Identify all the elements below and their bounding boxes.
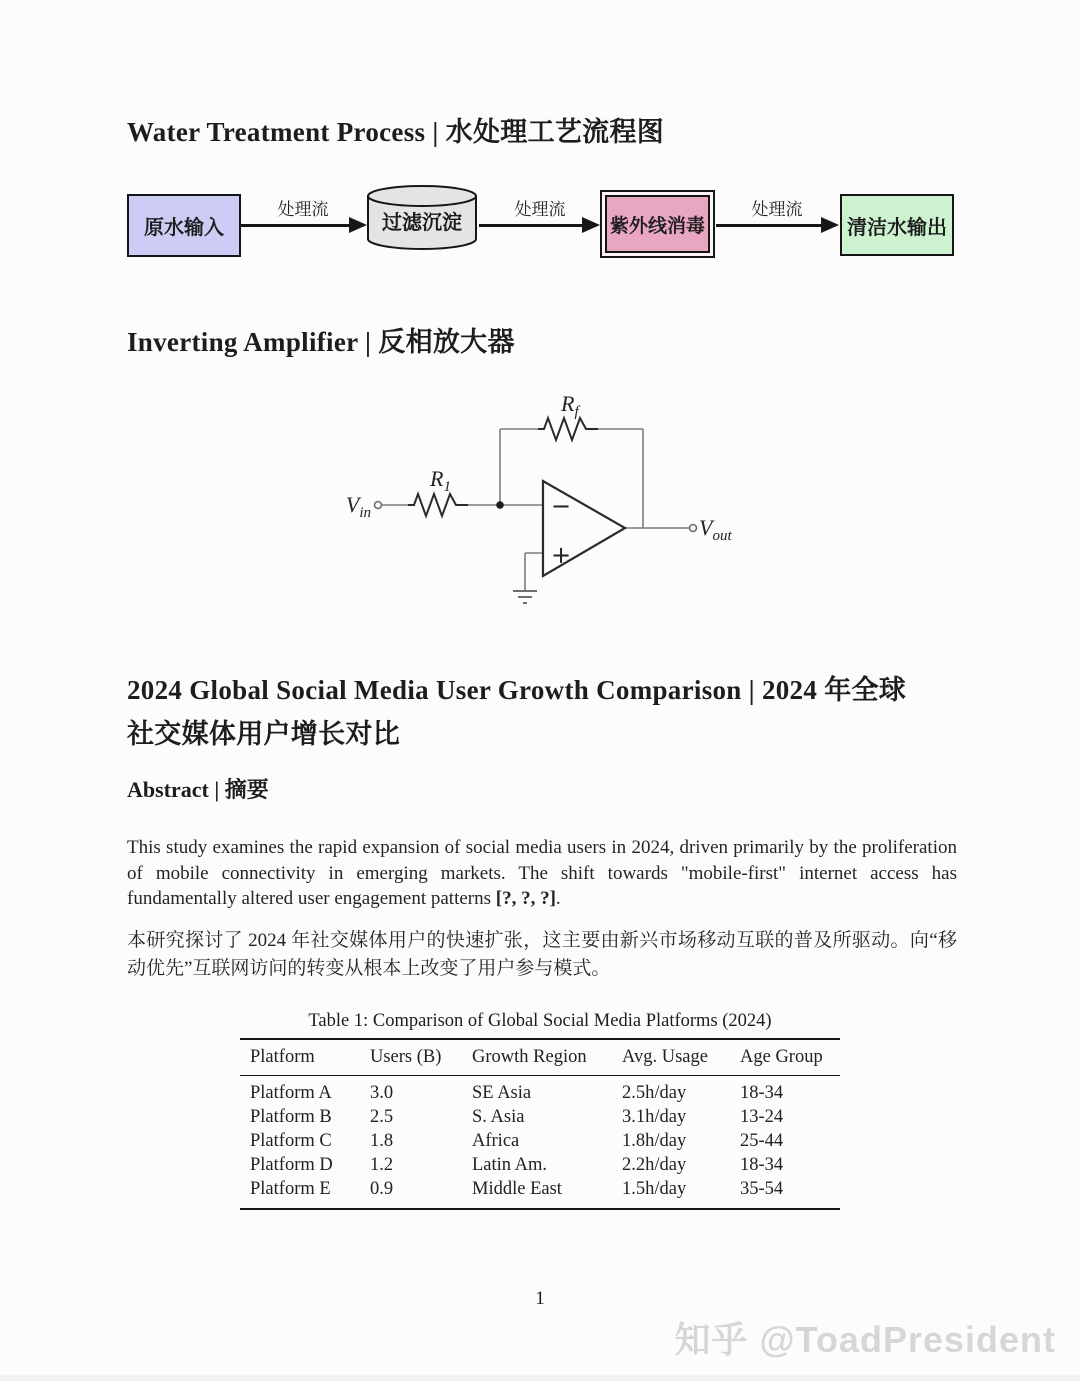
table-caption: Table 1: Comparison of Global Social Media Platforms (2024) — [308, 1011, 772, 1031]
table-cell: Platform E — [250, 1179, 331, 1199]
vout-terminal — [690, 525, 697, 532]
table-row — [240, 1130, 840, 1154]
table-cell: Latin Am. — [472, 1155, 548, 1175]
column-header: Avg. Usage — [612, 1039, 730, 1076]
rf-label: $R_f$ — [561, 391, 579, 420]
table-cell: 3.0 — [370, 1083, 394, 1103]
abstract-text: This study examines the rapid expansion of social media users in 2024, driven primarily by the proliferation of mobile connectivity in emerging markets. The shift towards "mobile-first" internet access has fundamentally altered user engagement patterns — [127, 837, 957, 909]
vin-terminal — [375, 502, 382, 509]
table-header-row — [240, 1039, 840, 1076]
page-number: 1 — [535, 1288, 545, 1309]
table-cell: 1.2 — [370, 1155, 394, 1175]
table-cell: 18-34 — [740, 1083, 784, 1103]
table-cell: Platform C — [250, 1131, 332, 1151]
vout-label: $V_{out}$ — [699, 515, 732, 544]
ground-icon — [513, 591, 537, 603]
junction-dot — [496, 501, 504, 509]
table-row — [240, 1178, 840, 1210]
flowchart-node-uv-disinfection — [600, 190, 715, 258]
table-row — [240, 1154, 840, 1178]
section-title-inverting-amplifier: Inverting Amplifier | 反相放大器 — [127, 327, 515, 357]
table-cell: Platform A — [250, 1083, 332, 1103]
table-cell: 18-34 — [740, 1155, 784, 1175]
table-cell: 2.5 — [370, 1107, 394, 1127]
flowchart-arrow-line — [241, 224, 351, 227]
paper-title-line1: 2024 Global Social Media User Growth Comparison | 2024 年全球 — [127, 675, 907, 705]
abstract-paragraph-chinese: 本研究探讨了 2024 年社交媒体用户的快速扩张，这主要由新兴市场移动互联的普及所驱动。向“移动优先”互联网访问的转变从根本上改变了用户参与模式。 — [127, 930, 957, 979]
abstract-heading: Abstract | 摘要 — [127, 777, 269, 802]
table-cell: Africa — [472, 1131, 520, 1151]
flowchart-node-label: 过滤沉淀 — [382, 212, 462, 234]
abstract-period: . — [555, 888, 561, 909]
table-cell: SE Asia — [472, 1083, 532, 1103]
table-cell: Platform D — [250, 1155, 333, 1175]
table-cell: Platform B — [250, 1107, 332, 1127]
table-cell: 0.9 — [370, 1179, 394, 1199]
r1-label: $R_1$ — [430, 466, 451, 495]
flowchart-edge-label: 处理流 — [751, 200, 803, 219]
section-title-water-treatment: Water Treatment Process | 水处理工艺流程图 — [127, 117, 665, 147]
resistor-rf — [538, 418, 598, 440]
table-cell: 1.5h/day — [622, 1179, 687, 1199]
paper-title-line2: 社交媒体用户增长对比 — [127, 719, 400, 749]
table-cell: 1.8h/day — [622, 1131, 687, 1151]
flowchart-node-filter-cylinder — [365, 183, 479, 253]
noninverting-input-label: + — [551, 541, 572, 569]
table-cell: 2.2h/day — [622, 1155, 687, 1175]
flowchart-edge-label: 处理流 — [514, 200, 566, 219]
column-header: Growth Region — [462, 1039, 612, 1076]
table-cell: S. Asia — [472, 1107, 525, 1127]
flowchart-node-clean-water-output — [840, 194, 954, 256]
flowchart-edge-label: 处理流 — [277, 200, 329, 219]
bottom-edge-strip — [0, 1375, 1080, 1381]
table-cell: 2.5h/day — [622, 1083, 687, 1103]
table-cell: 35-54 — [740, 1179, 784, 1199]
platform-comparison-table — [240, 1038, 840, 1210]
table-cell: 1.8 — [370, 1131, 394, 1151]
table-cell: 25-44 — [740, 1131, 784, 1151]
flowchart-node-label: 原水输入 — [144, 217, 224, 239]
cylinder-top — [368, 186, 476, 206]
flowchart-node-raw-water-input — [127, 194, 241, 257]
watermark: 知乎 @ToadPresident — [674, 1319, 1056, 1360]
table-body — [240, 1076, 840, 1210]
inverting-amplifier-circuit-diagram — [333, 386, 753, 626]
flowchart-arrow-line — [716, 224, 822, 227]
flowchart-arrow-line — [479, 224, 583, 227]
paper-title — [127, 668, 973, 756]
flowchart-node-label: 紫外线消毒 — [609, 215, 705, 237]
table-cell: Middle East — [472, 1179, 562, 1199]
inverting-input-label: − — [551, 492, 572, 520]
column-header: Platform — [240, 1039, 360, 1076]
citation-placeholders: [?, ?, ?] — [495, 888, 556, 909]
table-cell: 3.1h/day — [622, 1107, 687, 1127]
table-row — [240, 1106, 840, 1130]
flowchart-node-label: 清洁水输出 — [847, 216, 947, 239]
vin-label: $V_{in}$ — [345, 492, 371, 521]
table-cell: 13-24 — [740, 1107, 784, 1127]
resistor-r1 — [408, 494, 468, 516]
abstract-paragraph-english — [127, 835, 957, 912]
column-header: Age Group — [730, 1039, 840, 1076]
column-header: Users (B) — [360, 1039, 462, 1076]
flowchart-node-inner-border — [605, 195, 710, 253]
table-row — [240, 1076, 840, 1106]
platform-comparison-table-wrapper — [240, 1038, 840, 1210]
